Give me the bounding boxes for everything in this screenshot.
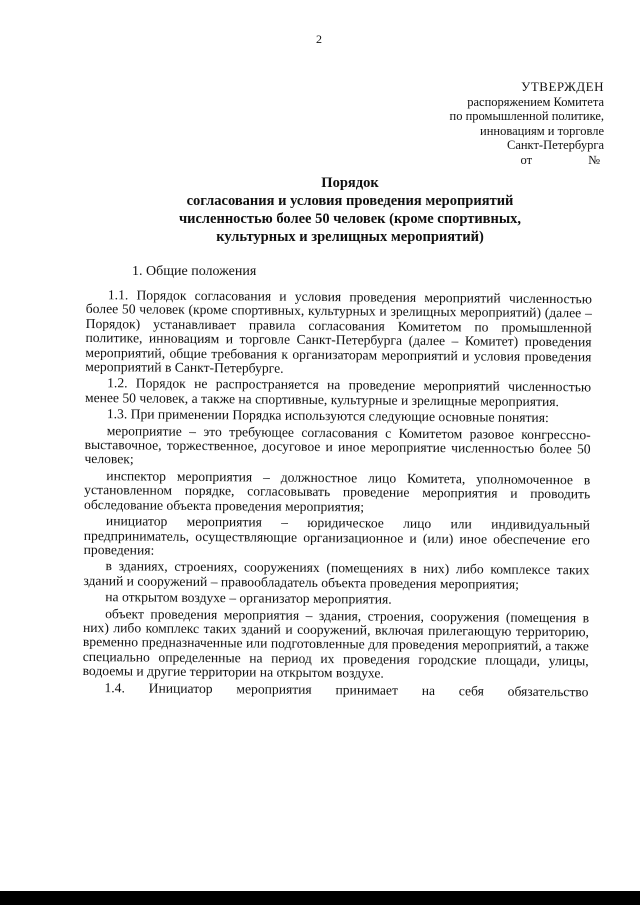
title-line: численностью более 50 человек (кроме спортивных, — [178, 211, 522, 227]
paragraph-1-3: 1.3. При применении Порядка используются следующие основные понятия: — [106, 406, 549, 426]
clause-number: 1.4. — [104, 679, 125, 695]
title-line: культурных и зрелищных мероприятий) — [216, 229, 484, 245]
approval-stamp — [374, 80, 604, 167]
approval-line: по промышленной политике, — [449, 109, 604, 123]
word: мероприятия — [236, 680, 312, 697]
approval-number-label: № — [588, 152, 600, 167]
approval-line: Санкт-Петербурга — [506, 138, 604, 152]
approval-date-label: от — [520, 152, 533, 167]
definition-initiator-buildings: в зданиях, строениях, сооружениях (помещениях в них) либо комплексе таких зданий и сооружений – правообладатель объекта проведения мероприятия; — [83, 558, 590, 592]
document-body — [82, 286, 592, 699]
paragraph-1-2: 1.2. Порядок не распространяется на проведение мероприятий численностью менее 50 человек, а также на спортивные, культурные и зрелищные мероприятия. — [84, 375, 592, 409]
approval-heading: УТВЕРЖДЕН — [521, 79, 604, 94]
section-heading: 1. Общие положения — [132, 264, 257, 279]
word: принимает — [335, 681, 399, 698]
word: обязательство — [507, 683, 589, 699]
title-line: Порядок — [321, 175, 379, 191]
word: на — [421, 682, 436, 698]
paragraph-1-4 — [82, 681, 588, 700]
page-number: 2 — [316, 32, 322, 46]
approval-date-number-row — [374, 153, 604, 168]
word: Инициатор — [148, 680, 213, 696]
document-title — [120, 174, 580, 246]
definition-initiator: инициатор мероприятия – юридическое лицо или индивидуальный предприниматель, осуществляющие организационное и (или) иное обеспечение его проведения: — [83, 513, 590, 558]
paragraph-1-1: 1.1. Порядок согласования и условия проведения мероприятий численностью более 50 человек (кроме спортивных, культурных и зрелищных мероприятий) (далее – Порядок) устанавливает правила согласования Комитетом по промышленной политике, инновациям и торговле Санкт-Петербурга (далее – Комитет) проведения мероприятий, общие требования к организаторам мероприятий и условия проведения мероприятий в Санкт-Петербурге. — [85, 287, 592, 376]
definition-initiator-outdoors: на открытом воздухе – организатор мероприятия. — [105, 589, 392, 607]
definition-object: объект проведения мероприятия – здания, строения, сооружения (помещения в них) либо комплекс таких зданий и сооружений, включая прилегающую территорию, временно предназначенные или подготовленные для проведения мероприятий, а также специально определенные на период их проведения городские площади, улицы, водоемы и другие территории на открытом воздухе. — [82, 605, 590, 681]
scan-edge-bar — [0, 891, 640, 905]
word: себя — [458, 682, 484, 699]
definition-inspector: инспектор мероприятия – должностное лицо Комитета, уполномоченное в установленном порядке, согласовывать проведение мероприятия и проводить обследование объекта проведения мероприятия; — [84, 468, 591, 515]
approval-line: инновациям и торговле — [480, 123, 604, 138]
title-line: согласования и условия проведения мероприятий — [186, 193, 514, 209]
approval-line: распоряжением Комитета — [467, 94, 604, 109]
definition-event: мероприятие – это требующее согласования с Комитетом разовое конгрессно-выставочное, торжественное, досуговое и иное мероприятие численностью более 50 человек; — [84, 422, 591, 467]
